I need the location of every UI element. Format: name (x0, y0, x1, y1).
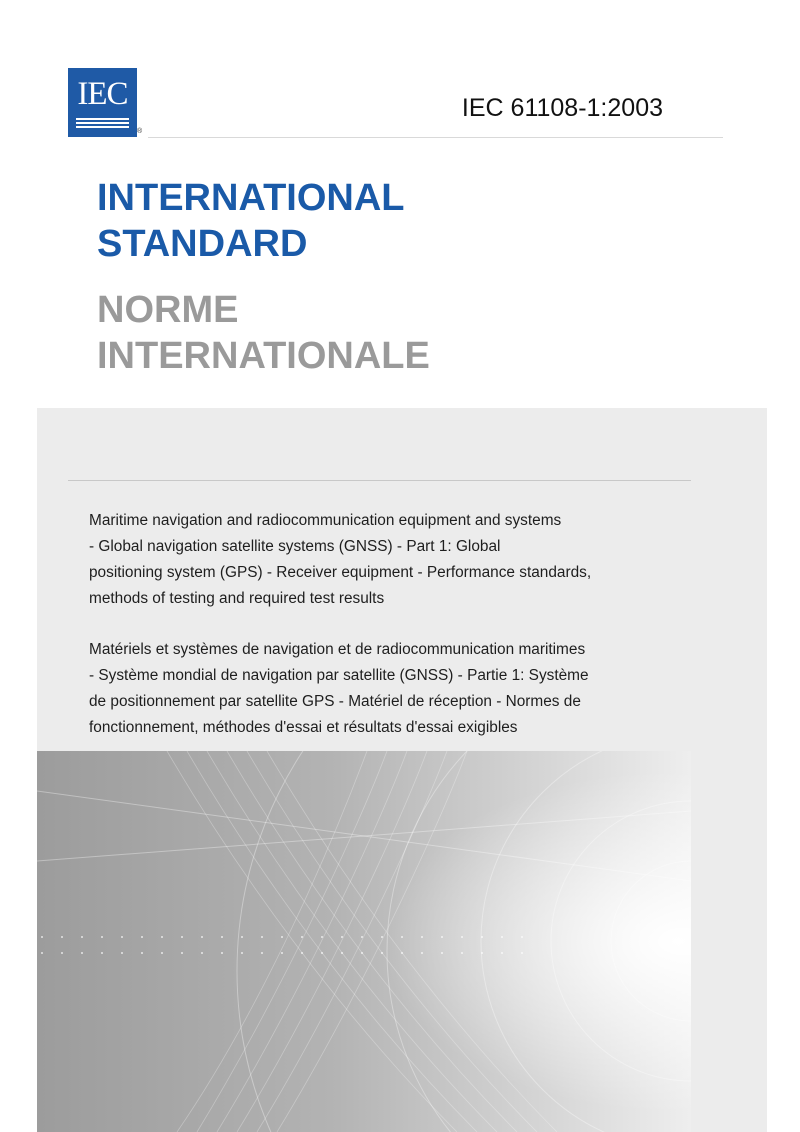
header-divider (148, 137, 723, 138)
description-en-line: positioning system (GPS) - Receiver equipment - Performance standards, (89, 564, 592, 581)
iec-logo-lines (76, 118, 129, 130)
description-fr-line: fonctionnement, méthodes d'essai et résultats d'essai exigibles (89, 719, 518, 736)
title-fr-line-1: NORME (97, 289, 239, 331)
description-french (89, 637, 689, 741)
iec-logo-text: IEC (77, 76, 128, 112)
standard-number: IEC 61108-1:2003 (461, 94, 663, 122)
description-fr-line: de positionnement par satellite GPS - Matériel de réception - Normes de (89, 693, 581, 710)
registered-mark: ® (137, 128, 143, 135)
description-english (89, 508, 689, 612)
title-fr-line-2: INTERNATIONALE (97, 335, 430, 377)
description-fr-line: Matériels et systèmes de navigation et de radiocommunication maritimes (89, 641, 586, 658)
description-en-line: - Global navigation satellite systems (GNSS) - Part 1: Global (89, 538, 501, 555)
description-en-line: methods of testing and required test results (89, 590, 385, 607)
title-en-line-1: INTERNATIONAL (97, 177, 405, 219)
title-norme-internationale (97, 287, 430, 379)
title-international-standard (97, 175, 405, 267)
description-fr-line: - Système mondial de navigation par satellite (GNSS) - Partie 1: Système (89, 667, 589, 684)
cover-artwork (37, 751, 691, 1132)
title-en-line-2: STANDARD (97, 223, 308, 265)
panel-divider (68, 480, 691, 481)
description-en-line: Maritime navigation and radiocommunication equipment and systems (89, 512, 562, 529)
iec-logo (68, 68, 137, 137)
